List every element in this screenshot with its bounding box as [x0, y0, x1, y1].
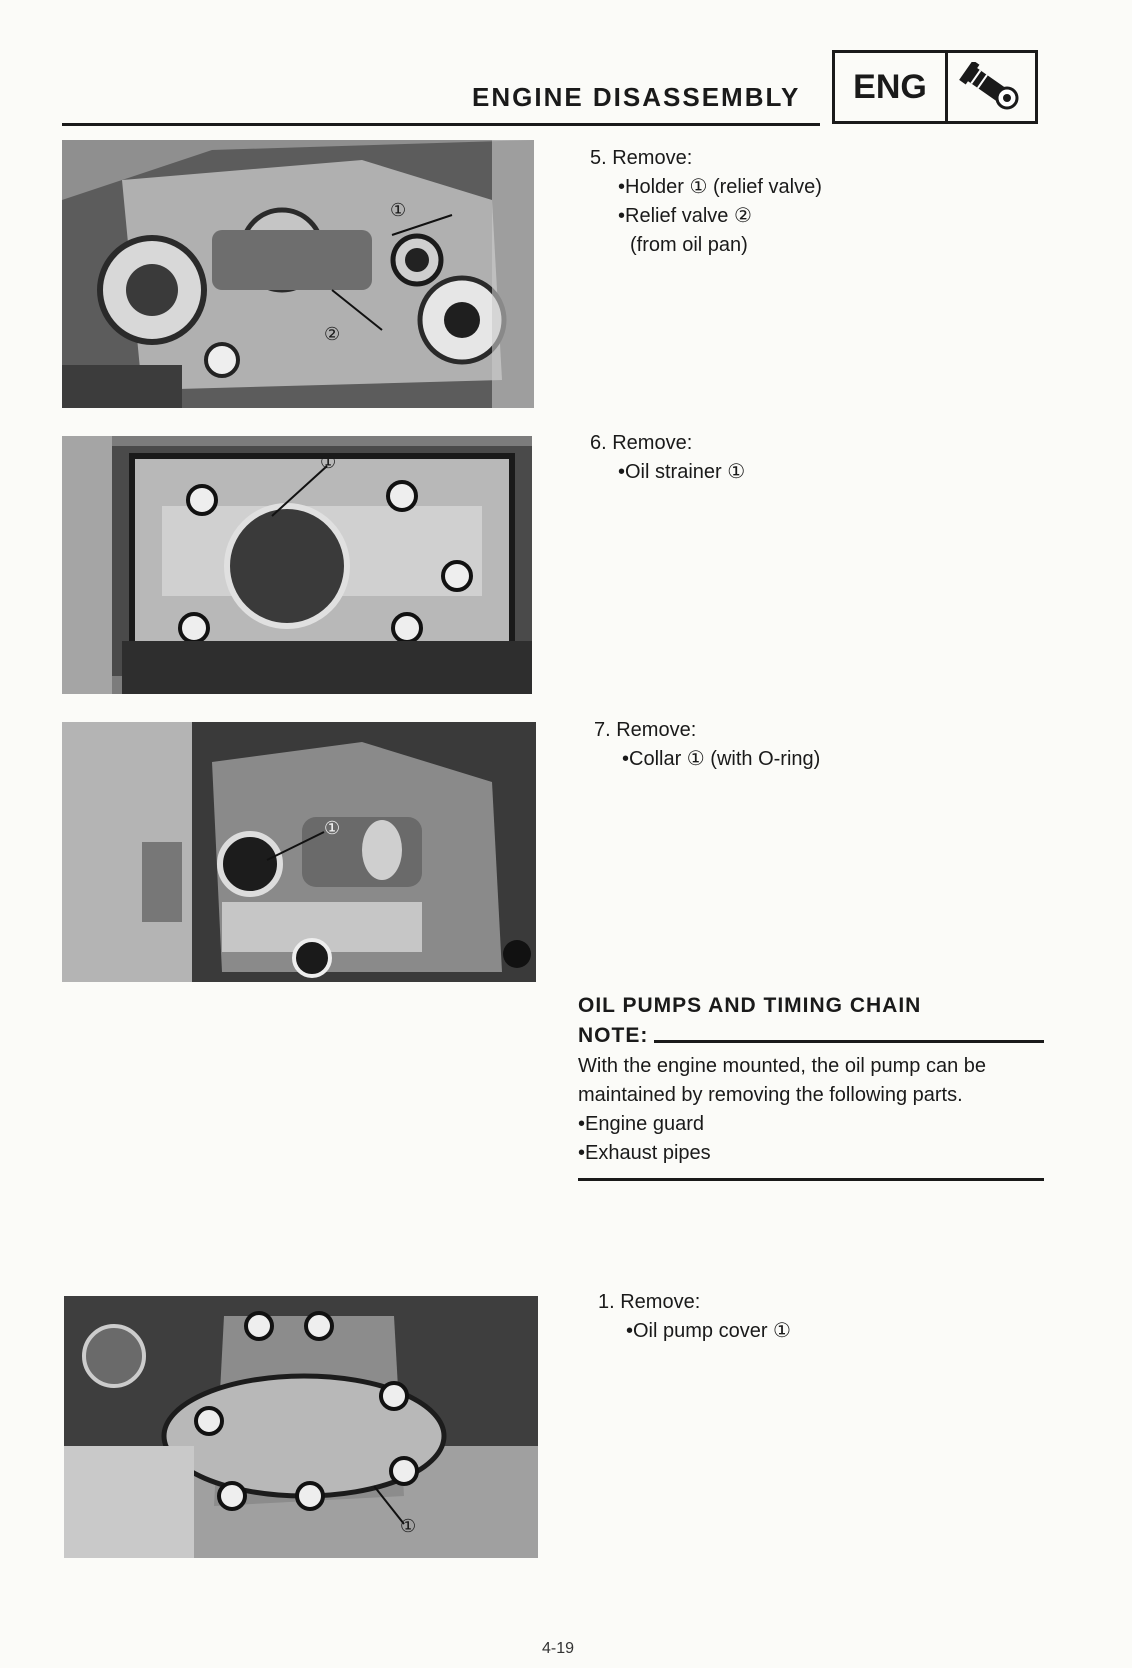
- note-line-4: •Exhaust pipes: [578, 1142, 711, 1164]
- step-6-instructions: [590, 429, 745, 487]
- photo-callout-1: ①: [400, 1516, 417, 1537]
- note-line-2: maintained by removing the following parts.: [578, 1084, 963, 1106]
- step-5-line-2: •Relief valve ②: [618, 205, 752, 227]
- step-6-line-1: •Oil strainer ①: [618, 461, 746, 483]
- engine-icon: [948, 53, 1035, 121]
- note-line-1: With the engine mounted, the oil pump can be: [578, 1055, 987, 1077]
- section-title: OIL PUMPS AND TIMING CHAIN: [578, 994, 922, 1017]
- photo-callout-1: ①: [324, 818, 341, 839]
- step-5-line-1: •Holder ① (relief valve): [618, 176, 822, 198]
- photo-oil-pump-cover: [64, 1296, 538, 1558]
- note-line-3: •Engine guard: [578, 1113, 704, 1135]
- step-7-line-1: •Collar ① (with O-ring): [622, 748, 821, 770]
- section-badge-label: ENG: [835, 53, 948, 121]
- header-rule: [62, 123, 820, 126]
- page-header-title: ENGINE DISASSEMBLY: [472, 82, 801, 112]
- step-7-instructions: [594, 716, 820, 774]
- photo-oil-strainer: [62, 436, 532, 694]
- pump-step-1-line-1: •Oil pump cover ①: [626, 1320, 791, 1342]
- step-5-instructions: [590, 144, 822, 260]
- step-7-heading: 7. Remove:: [594, 719, 697, 741]
- note-body: [578, 1052, 1048, 1168]
- pump-step-1-heading: 1. Remove:: [598, 1291, 701, 1313]
- photo-callout-2: ②: [324, 324, 341, 345]
- step-5-line-3: (from oil pan): [630, 234, 748, 256]
- step-6-heading: 6. Remove:: [590, 432, 693, 454]
- note-label: NOTE:: [578, 1024, 649, 1047]
- note-rule-bottom: [578, 1178, 1044, 1181]
- section-badge: [832, 50, 1038, 124]
- note-rule-top: [654, 1040, 1044, 1043]
- photo-relief-valve: [62, 140, 534, 408]
- photo-callout-1: ①: [320, 452, 337, 473]
- pump-step-1-instructions: [598, 1288, 791, 1346]
- step-5-heading: 5. Remove:: [590, 147, 693, 169]
- page-number: 4-19: [542, 1640, 575, 1657]
- photo-callout-1: ①: [390, 200, 407, 221]
- photo-collar: [62, 722, 536, 982]
